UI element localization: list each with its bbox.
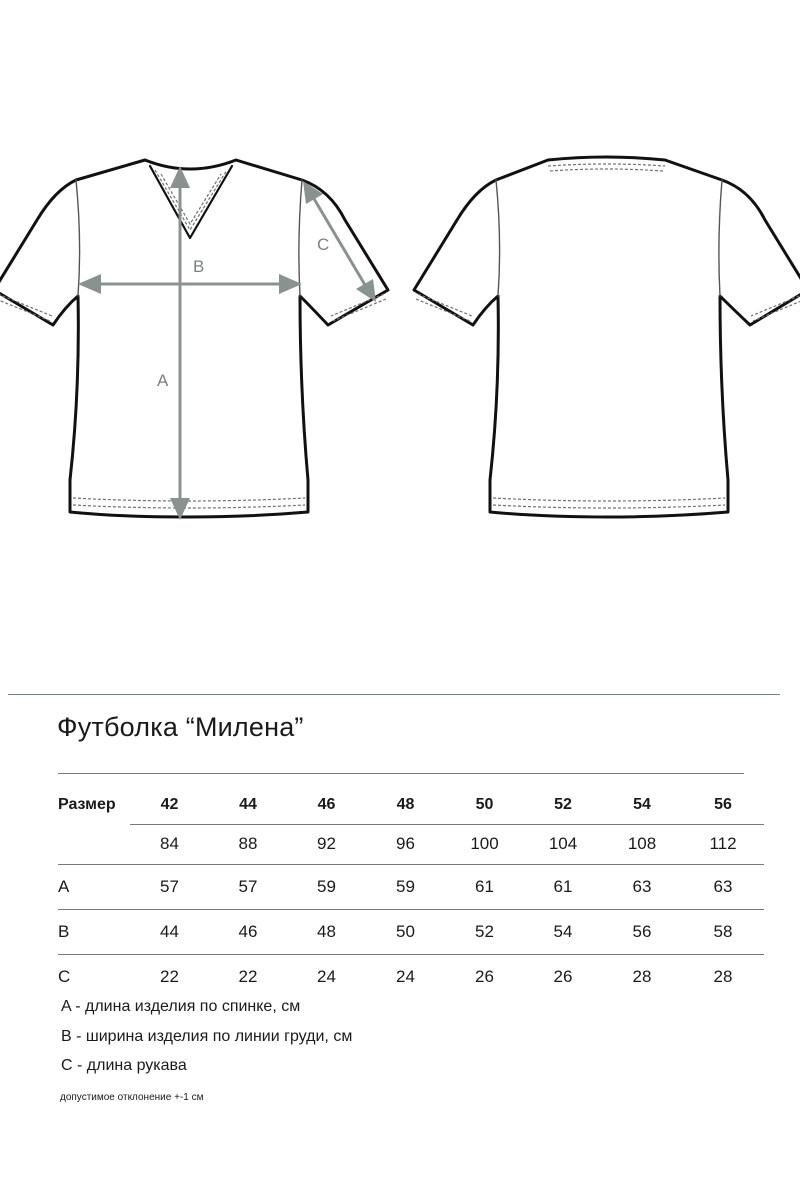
row-label: [58, 824, 130, 864]
table-cell: 28: [602, 954, 682, 999]
legend-item-a: A - длина изделия по спинке, см: [61, 998, 301, 1015]
table-cell: 57: [209, 864, 287, 909]
row-label: C: [58, 954, 130, 999]
table-cell: 28: [682, 954, 764, 999]
size-header-cell: 48: [396, 795, 415, 813]
table-row: [58, 864, 764, 909]
size-header-cell: 54: [633, 795, 651, 813]
table-cell: 108: [602, 824, 682, 864]
table-row: [58, 954, 764, 999]
size-header-cell: 50: [475, 795, 494, 813]
table-cell: 104: [524, 824, 602, 864]
table-cell: 48: [287, 909, 366, 954]
table-cell: 112: [682, 824, 764, 864]
title-underline: [58, 773, 744, 774]
table-cell: 50: [366, 909, 445, 954]
size-header-label: Размер: [58, 796, 116, 813]
size-header-row: [58, 786, 764, 824]
table-cell: 22: [130, 954, 209, 999]
size-header-cell: 42: [160, 795, 179, 813]
front-view: [0, 160, 388, 517]
table-cell: 52: [445, 909, 524, 954]
size-header-cell: 46: [317, 795, 336, 813]
table-cell: 63: [602, 864, 682, 909]
row-label: B: [58, 909, 130, 954]
table-cell: 57: [130, 864, 209, 909]
label-c: C: [317, 235, 330, 254]
label-b: B: [193, 257, 205, 276]
table-row: [58, 909, 764, 954]
size-header-cell: 44: [239, 795, 257, 813]
table-cell: 46: [209, 909, 287, 954]
size-header-cell: 56: [714, 795, 732, 813]
size-header-cell: 52: [554, 795, 572, 813]
table-cell: 100: [445, 824, 524, 864]
back-view: [414, 157, 800, 517]
table-cell: 59: [287, 864, 366, 909]
back-outline: [414, 157, 800, 517]
tolerance-note: допустимое отклонение +-1 см: [60, 1092, 204, 1103]
table-cell: 58: [682, 909, 764, 954]
label-a: A: [157, 371, 169, 390]
section-divider: [8, 694, 780, 695]
row-label: A: [58, 864, 130, 909]
product-title: Футболка “Милена”: [57, 712, 304, 742]
table-cell: 92: [287, 824, 366, 864]
table-cell: 24: [287, 954, 366, 999]
table-cell: 56: [602, 909, 682, 954]
table-cell: 22: [209, 954, 287, 999]
legend-item-c: C - длина рукава: [61, 1057, 187, 1074]
table-cell: 88: [209, 824, 287, 864]
table-cell: 61: [445, 864, 524, 909]
table-cell: 61: [524, 864, 602, 909]
table-cell: 59: [366, 864, 445, 909]
size-table: [58, 786, 764, 999]
table-cell: 26: [524, 954, 602, 999]
table-cell: 63: [682, 864, 764, 909]
table-cell: 84: [130, 824, 209, 864]
table-cell: 26: [445, 954, 524, 999]
table-cell: 24: [366, 954, 445, 999]
table-cell: 96: [366, 824, 445, 864]
front-outline: [0, 160, 388, 517]
table-cell: 54: [524, 909, 602, 954]
table-cell: 44: [130, 909, 209, 954]
table-row: [58, 824, 764, 864]
legend-item-b: B - ширина изделия по линии груди, см: [61, 1028, 353, 1045]
